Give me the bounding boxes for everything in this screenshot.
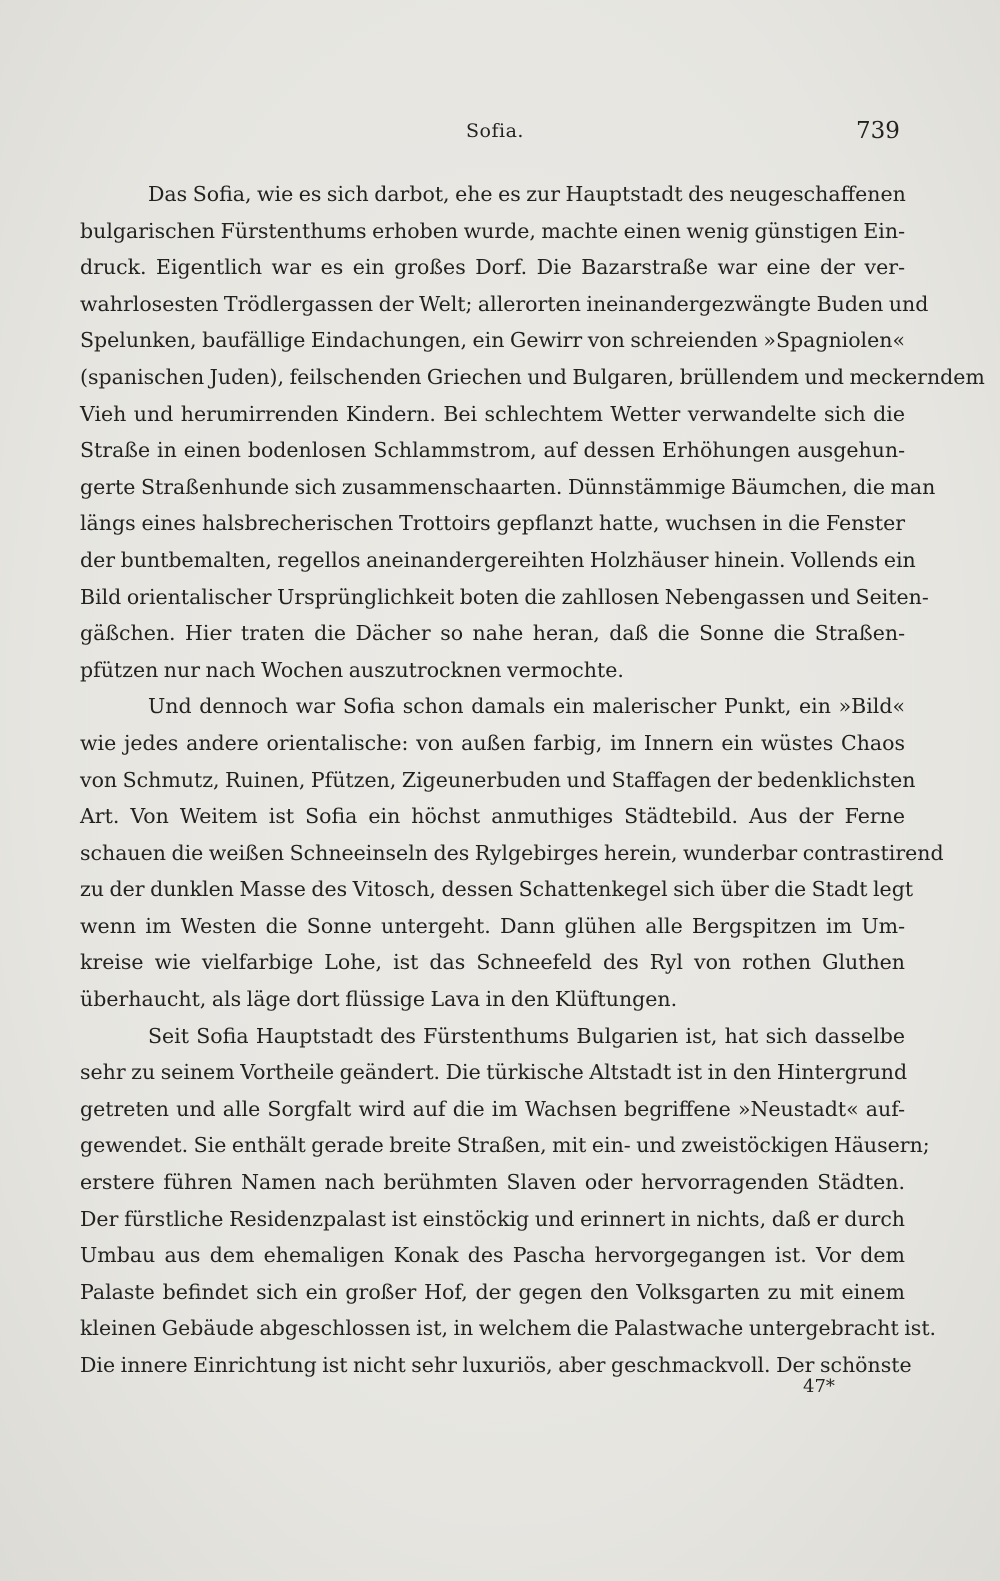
text-line: Seit Sofia Hauptstadt des Fürstenthums Bulgarien ist, hat sich dasselbe	[148, 1023, 905, 1048]
text-line: pfützen nur nach Wochen auszutrocknen vermochte.	[80, 657, 624, 682]
text-line: Umbau aus dem ehemaligen Konak des Pascha hervorgegangen ist. Vor dem	[80, 1243, 905, 1268]
text-line: überhaucht, als läge dort flüssige Lava in den Klüftungen.	[80, 987, 678, 1012]
page-number: 739	[856, 118, 900, 144]
running-title: Sofia.	[466, 120, 524, 142]
text-line: schauen die weißen Schneeinseln des Rylgebirges herein, wunderbar contrastirend	[80, 840, 944, 865]
text-line: Die innere Einrichtung ist nicht sehr luxuriös, aber geschmackvoll. Der schönste	[80, 1353, 912, 1377]
text-line: zu der dunklen Masse des Vitosch, dessen Schattenkegel sich über die Stadt legt	[80, 877, 914, 902]
text-line: sehr zu seinem Vortheile geändert. Die türkische Altstadt ist in den Hintergrund	[80, 1060, 908, 1085]
text-line: gäßchen. Hier traten die Dächer so nahe heran, daß die Sonne die Straßen-	[80, 621, 905, 646]
text-line: kleinen Gebäude abgeschlossen ist, in welchem die Palastwache untergebracht ist.	[80, 1316, 937, 1341]
text-line: der buntbemalten, regellos aneinandergereihten Holzhäuser hinein. Vollends ein	[80, 547, 916, 572]
text-line: getreten und alle Sorgfalt wird auf die im Wachsen begriffene »Neustadt« auf-	[80, 1096, 905, 1121]
text-line: erstere führen Namen nach berühmten Slaven oder hervorragenden Städten.	[80, 1170, 905, 1195]
text-line: von Schmutz, Ruinen, Pfützen, Zigeunerbuden und Staffagen der bedenklichsten	[80, 767, 916, 792]
body-text	[80, 176, 985, 1384]
text-line: wahrlosesten Trödlergassen der Welt; allerorten ineinandergezwängte Buden und	[80, 291, 929, 316]
paragraph	[80, 176, 985, 688]
text-line: druck. Eigentlich war es ein großes Dorf. Die Bazarstraße war eine der ver-	[80, 255, 905, 280]
text-line: Der fürstliche Residenzpalast ist einstöckig und erinnert in nichts, daß er durch	[80, 1206, 905, 1231]
text-line: Das Sofia, wie es sich darbot, ehe es zur Hauptstadt des neugeschaffenen	[148, 182, 906, 206]
text-line: Straße in einen bodenlosen Schlammstrom, auf dessen Erhöhungen ausgehun-	[80, 438, 905, 463]
text-line: Bild orientalischer Ursprünglichkeit boten die zahllosen Nebengassen und Seiten-	[80, 584, 929, 609]
text-line: längs eines halsbrecherischen Trottoirs gepflanzt hatte, wuchsen in die Fenster	[80, 511, 905, 536]
paragraph	[80, 688, 944, 1017]
text-line: Palaste befindet sich ein großer Hof, der gegen den Volksgarten zu mit einem	[80, 1279, 905, 1304]
text-line: wie jedes andere orientalische: von außen farbig, im Innern ein wüstes Chaos	[80, 730, 905, 755]
text-line: Und dennoch war Sofia schon damals ein malerischer Punkt, ein »Bild«	[148, 694, 905, 719]
text-line: Vieh und herumirrenden Kindern. Bei schlechtem Wetter verwandelte sich die	[80, 401, 905, 426]
text-line: wenn im Westen die Sonne untergeht. Dann glühen alle Bergspitzen im Um-	[80, 913, 905, 938]
text-line: kreise wie vielfarbige Lohe, ist das Schneefeld des Ryl von rothen Gluthen	[80, 950, 905, 975]
running-header	[0, 118, 1000, 148]
text-line: (spanischen Juden), feilschenden Griechen und Bulgaren, brüllendem und meckerndem	[80, 364, 985, 389]
paragraph	[80, 1018, 937, 1384]
text-line: bulgarischen Fürstenthums erhoben wurde, machte einen wenig günstigen Ein-	[80, 218, 905, 243]
signature-mark: 47*	[803, 1376, 835, 1397]
text-line: Spelunken, baufällige Eindachungen, ein Gewirr von schreienden »Spagniolen«	[80, 328, 905, 353]
text-line: gewendet. Sie enthält gerade breite Straßen, mit ein- und zweistöckigen Häusern;	[80, 1133, 930, 1158]
text-line: Art. Von Weitem ist Sofia ein höchst anmuthiges Städtebild. Aus der Ferne	[80, 804, 905, 829]
text-line: gerte Straßenhunde sich zusammenschaarten. Dünnstämmige Bäumchen, die man	[80, 474, 936, 499]
